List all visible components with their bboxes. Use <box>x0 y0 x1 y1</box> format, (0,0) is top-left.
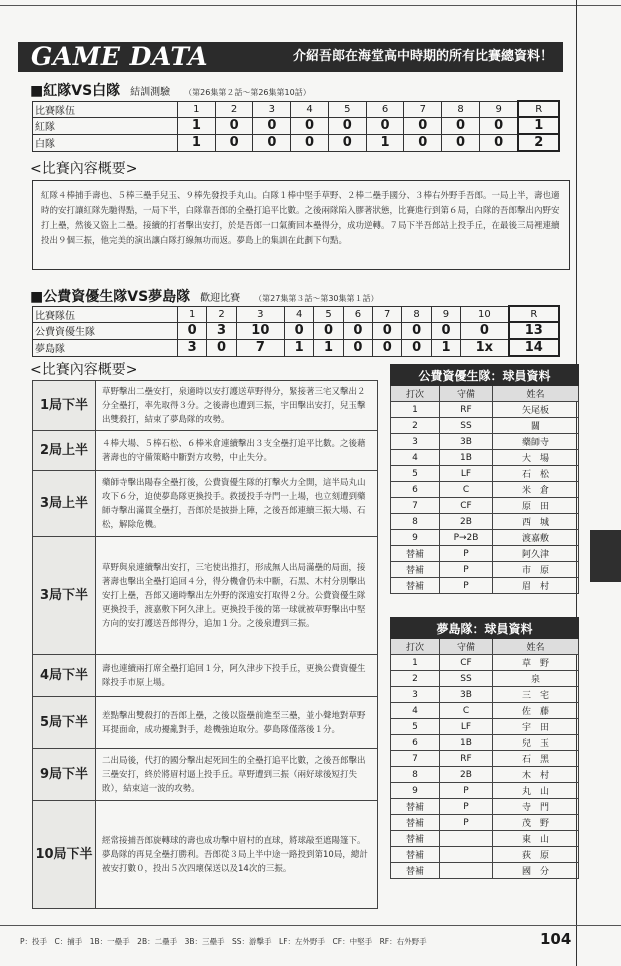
inning-score: 0 <box>178 322 207 339</box>
match2-heading <box>30 286 379 306</box>
inning-score: 0 <box>442 117 480 134</box>
batting-order: 3 <box>391 687 440 703</box>
position: RF <box>440 402 493 418</box>
inning-description: 二出局後，代打的國分擊出起死回生的全壘打追平比數，之後吾郎擊出三壘安打，終於將眉村逼上投手丘。草野遭到三振（兩好球後短打失敗），結束這一波的攻勢。 <box>96 749 378 801</box>
position: P <box>440 546 493 562</box>
roster-header-cell: 姓名 <box>493 386 579 402</box>
player-name: 矢尾板 <box>493 402 579 418</box>
inning-score: 0 <box>404 134 442 151</box>
inning-score: 0 <box>479 117 518 134</box>
player-name: 米 倉 <box>493 482 579 498</box>
inning-score: 1 <box>314 339 343 356</box>
scoreboard-header-cell: 3 <box>253 101 291 117</box>
inning-row <box>33 655 378 697</box>
batting-order: 8 <box>391 767 440 783</box>
match2-summary-title: <比賽內容概要> <box>30 362 138 378</box>
scoreboard-header-cell: 4 <box>284 306 313 322</box>
scoreboard-header-cell: 9 <box>431 306 460 322</box>
batting-order: 1 <box>391 655 440 671</box>
inning-score: 1 <box>284 339 313 356</box>
position: P <box>440 783 493 799</box>
inning-score: 0 <box>373 339 402 356</box>
roster-header-row <box>391 639 579 655</box>
position: 3B <box>440 434 493 450</box>
inning-score: 3 <box>207 322 236 339</box>
position: P→2B <box>440 530 493 546</box>
position: 2B <box>440 767 493 783</box>
scoreboard-header-cell: 3 <box>236 306 284 322</box>
match2-title: 公費資優生隊VS夢島隊 <box>43 289 191 305</box>
roster-row <box>391 751 579 767</box>
position: P <box>440 562 493 578</box>
player-name: 草 野 <box>493 655 579 671</box>
position: 2B <box>440 514 493 530</box>
player-name: 佐 藤 <box>493 703 579 719</box>
inning-description: ４棒大場、５棒石松、６棒米倉連續擊出３支全壘打追平比數。之後藉著壽也的守備策略中斷對方攻勢，中止失分。 <box>96 431 378 471</box>
player-name: 原 田 <box>493 498 579 514</box>
player-name: 泉 <box>493 671 579 687</box>
scoreboard-header-cell: 1 <box>178 306 207 322</box>
player-name: 兒 玉 <box>493 735 579 751</box>
inning-label: 1局下半 <box>33 381 96 431</box>
position: C <box>440 482 493 498</box>
inning-score: 0 <box>343 339 372 356</box>
scoreboard-header-cell: 比賽隊伍 <box>33 306 178 322</box>
batting-order: 替補 <box>391 578 440 594</box>
scoreboard-header-cell: 7 <box>373 306 402 322</box>
batting-order: 5 <box>391 719 440 735</box>
total-runs: 2 <box>518 134 559 151</box>
inning-description: 藥師寺擊出陽春全壘打後，公費資優生隊的打擊火力全開，這半局丸山攻下６分，迫使夢島隊更換投手。救援投手寺門一上場，也立刻遭到藥師寺擊出滿貫全壘打，吾郎於是披掛上陣，之後吾郎連續三振大場、石松，解除危機。 <box>96 471 378 537</box>
inning-score: 1 <box>178 117 216 134</box>
scoreboard-row <box>33 339 560 356</box>
inning-score: 0 <box>402 322 431 339</box>
team-name: 白隊 <box>33 134 178 151</box>
banner <box>18 42 563 72</box>
roster-row <box>391 735 579 751</box>
team-name: 紅隊 <box>33 117 178 134</box>
batting-order: 2 <box>391 418 440 434</box>
batting-order: 9 <box>391 530 440 546</box>
player-name: 阿久津 <box>493 546 579 562</box>
scoreboard-header-cell: 8 <box>402 306 431 322</box>
inning-score: 0 <box>373 322 402 339</box>
roster-row <box>391 546 579 562</box>
match2-type: 歡迎比賽 <box>200 293 241 304</box>
scoreboard-header-row <box>33 101 560 117</box>
inning-score: 0 <box>291 134 329 151</box>
batting-order: 4 <box>391 450 440 466</box>
inning-score: 0 <box>328 134 366 151</box>
roster-row <box>391 482 579 498</box>
batting-order: 替補 <box>391 562 440 578</box>
position: C <box>440 703 493 719</box>
roster-row <box>391 434 579 450</box>
inning-score: 0 <box>291 117 329 134</box>
inning-score: 0 <box>402 339 431 356</box>
match1-type: 結訓測驗 <box>130 87 171 98</box>
roster-row <box>391 783 579 799</box>
player-name: 丸 山 <box>493 783 579 799</box>
roster-scholarship-team <box>390 364 579 594</box>
batting-order: 替補 <box>391 831 440 847</box>
scoreboard-header-cell: 2 <box>215 101 253 117</box>
player-name: 藥師寺 <box>493 434 579 450</box>
batting-order: 7 <box>391 498 440 514</box>
roster-title-row <box>391 365 579 386</box>
inning-score: 0 <box>207 339 236 356</box>
inning-score: 1 <box>431 339 460 356</box>
batting-order: 2 <box>391 671 440 687</box>
match1-scoreboard <box>32 100 560 152</box>
roster-header-cell: 打次 <box>391 639 440 655</box>
inning-score: 0 <box>431 322 460 339</box>
batting-order: 替補 <box>391 799 440 815</box>
roster-row <box>391 767 579 783</box>
inning-description: 差點擊出雙殺打的吾郎上壘，之後以盜壘前進至三壘，並小聲地對草野耳提面命，成功擾亂對手，趁機強迫取分。夢島隊僅落後１分。 <box>96 697 378 749</box>
roster-row <box>391 719 579 735</box>
total-runs: 1 <box>518 117 559 134</box>
team-name: 公費資優生隊 <box>33 322 178 339</box>
scoreboard-header-row <box>33 306 560 322</box>
inning-row <box>33 537 378 655</box>
player-name: 渡嘉敷 <box>493 530 579 546</box>
player-name: 宇 田 <box>493 719 579 735</box>
roster-title: 公費資優生隊：球員資料 <box>391 365 579 386</box>
position: CF <box>440 655 493 671</box>
inning-label: 2局上半 <box>33 431 96 471</box>
batting-order: 4 <box>391 703 440 719</box>
batting-order: 替補 <box>391 847 440 863</box>
inning-description: 經常接捕吾郎旋轉球的壽也成功擊中眉村的直球，將球敲至遮陽篷下。夢島隊的再見全壘打勝利。吾郎從３局上半中途一路投到第10局，總計被安打數０，投出５次四壞保送以及14次的三振。 <box>96 801 378 909</box>
inning-row <box>33 431 378 471</box>
inning-score: 1 <box>366 134 404 151</box>
inning-row <box>33 749 378 801</box>
player-name: 茂 野 <box>493 815 579 831</box>
roster-row <box>391 655 579 671</box>
player-name: 國 分 <box>493 863 579 879</box>
batting-order: 6 <box>391 482 440 498</box>
position <box>440 831 493 847</box>
player-name: 荻 原 <box>493 847 579 863</box>
scoreboard-header-cell: 比賽隊伍 <box>33 101 178 117</box>
inning-description: 壽也連續兩打席全壘打追回１分，阿久津步下投手丘，更換公費資優生隊投手市原上場。 <box>96 655 378 697</box>
inning-score: 1x <box>461 339 509 356</box>
inning-score: 0 <box>343 322 372 339</box>
batting-order: 3 <box>391 434 440 450</box>
position: LF <box>440 466 493 482</box>
inning-score: 0 <box>461 322 509 339</box>
roster-row <box>391 402 579 418</box>
roster-row <box>391 498 579 514</box>
square-bullet-icon: ■ <box>30 83 44 99</box>
team-name: 夢島隊 <box>33 339 178 356</box>
chapter-tab <box>590 530 621 582</box>
batting-order: 替補 <box>391 863 440 879</box>
player-name: 石 松 <box>493 466 579 482</box>
bottom-rule <box>0 925 621 926</box>
inning-score: 1 <box>178 134 216 151</box>
player-name: 寺 門 <box>493 799 579 815</box>
position: 1B <box>440 450 493 466</box>
roster-row <box>391 847 579 863</box>
square-bullet-icon: ■ <box>30 289 44 305</box>
position: P <box>440 578 493 594</box>
position: 1B <box>440 735 493 751</box>
inning-row <box>33 697 378 749</box>
batting-order: 5 <box>391 466 440 482</box>
player-name: 三 宅 <box>493 687 579 703</box>
position <box>440 863 493 879</box>
inning-score: 0 <box>479 134 518 151</box>
roster-row <box>391 578 579 594</box>
total-runs: 13 <box>509 322 559 339</box>
batting-order: 9 <box>391 783 440 799</box>
batting-order: 替補 <box>391 546 440 562</box>
player-name: 東 山 <box>493 831 579 847</box>
batting-order: 7 <box>391 751 440 767</box>
scoreboard-header-cell: 2 <box>207 306 236 322</box>
roster-header-row <box>391 386 579 402</box>
inning-score: 0 <box>215 134 253 151</box>
scoreboard-row <box>33 117 560 134</box>
position: LF <box>440 719 493 735</box>
player-name: 石 黑 <box>493 751 579 767</box>
scoreboard-header-cell: 9 <box>479 101 518 117</box>
inning-score: 0 <box>284 322 313 339</box>
scoreboard-header-cell: 7 <box>404 101 442 117</box>
roster-header-cell: 守備 <box>440 639 493 655</box>
player-name: 西 城 <box>493 514 579 530</box>
roster-row <box>391 863 579 879</box>
inning-row <box>33 471 378 537</box>
scoreboard-header-cell: 1 <box>178 101 216 117</box>
top-rule <box>0 5 621 6</box>
inning-label: 3局上半 <box>33 471 96 537</box>
position <box>440 847 493 863</box>
player-name: 關 <box>493 418 579 434</box>
scoreboard-header-cell: R <box>518 101 559 117</box>
scoreboard-header-cell: 6 <box>343 306 372 322</box>
inning-label: 3局下半 <box>33 537 96 655</box>
player-name: 眉 村 <box>493 578 579 594</box>
inning-score: 3 <box>178 339 207 356</box>
roster-row <box>391 703 579 719</box>
scoreboard-header-cell: 5 <box>328 101 366 117</box>
scoreboard-header-cell: 6 <box>366 101 404 117</box>
inning-score: 7 <box>236 339 284 356</box>
batting-order: 1 <box>391 402 440 418</box>
scoreboard-header-cell: 5 <box>314 306 343 322</box>
roster-row <box>391 831 579 847</box>
inning-score: 0 <box>404 117 442 134</box>
batting-order: 6 <box>391 735 440 751</box>
inning-description: 草野與泉連續擊出安打，三宅使出推打，形成無人出局滿壘的局面，接著壽也擊出全壘打追回４分，得分機會仍未中斷，石黑、木村分別擊出安打上壘，吾郎又適時擊出左外野的深遠安打取得２分。公費資優生隊更換投手，渡嘉敷下阿久津上。更換投手後的第一球就被草野擊出中堅方向的安打護送吾郎得分，追加１分。之後泉遭到三振。 <box>96 537 378 655</box>
scoreboard-header-cell: 8 <box>442 101 480 117</box>
player-name: 木 村 <box>493 767 579 783</box>
match1-title: 紅隊VS白隊 <box>43 83 121 99</box>
scoreboard-header-cell: 10 <box>461 306 509 322</box>
inning-score: 10 <box>236 322 284 339</box>
inning-score: 0 <box>442 134 480 151</box>
inning-score: 0 <box>215 117 253 134</box>
position: 3B <box>440 687 493 703</box>
scoreboard-row <box>33 322 560 339</box>
position: RF <box>440 751 493 767</box>
inning-label: 9局下半 <box>33 749 96 801</box>
inning-label: 5局下半 <box>33 697 96 749</box>
match1-summary: 紅隊４棒捕手壽也、５棒三壘手兒玉、９棒先發投手丸山。白隊１棒中堅手草野、２棒二壘手國分、３棒右外野手吾郎。一局上半，壽也適時的安打讓紅隊先馳得點，一局下半，白隊靠吾郎的全壘打追平比數。之後兩隊陷入膠著狀態，比賽進行到第６局，白隊的吾郎擊出內野安打上壘，然後又盜上二壘。接續的打者擊出安打，於是吾郎一口氣衝回本壘得分，成功逆轉。７局下半吾郎站上投手丘，在最後三局裡連續投出９個三振，他完美的演出讓白隊打線無功而返。夢島上的集訓在此劃下句點。 <box>32 180 570 270</box>
inning-score: 0 <box>253 134 291 151</box>
player-name: 大 場 <box>493 450 579 466</box>
inning-label: 10局下半 <box>33 801 96 909</box>
match1-heading <box>30 80 311 100</box>
banner-title: GAME DATA <box>31 42 209 71</box>
scoreboard-header-cell: R <box>509 306 559 322</box>
roster-header-cell: 守備 <box>440 386 493 402</box>
roster-dream-island-team <box>390 617 579 879</box>
roster-header-cell: 打次 <box>391 386 440 402</box>
innings-table <box>32 380 378 909</box>
position-legend: P：投手 C：捕手 1B：一壘手 2B：二壘手 3B：三壘手 SS：游擊手 LF：左外野手 CF：中堅手 RF：右外野手 <box>20 937 427 946</box>
roster-row <box>391 815 579 831</box>
inning-score: 0 <box>253 117 291 134</box>
inning-score: 0 <box>366 117 404 134</box>
inning-score: 0 <box>314 322 343 339</box>
scoreboard-header-cell: 4 <box>291 101 329 117</box>
page-number: 104 <box>540 930 572 948</box>
roster-row <box>391 799 579 815</box>
match2-scoreboard <box>32 305 560 357</box>
roster-row <box>391 466 579 482</box>
position: SS <box>440 418 493 434</box>
position: CF <box>440 498 493 514</box>
roster-header-cell: 姓名 <box>493 639 579 655</box>
inning-score: 0 <box>328 117 366 134</box>
roster-row <box>391 687 579 703</box>
batting-order: 替補 <box>391 815 440 831</box>
match1-episodes: （第26集第２話～第26集第10話） <box>184 88 311 97</box>
roster-row <box>391 418 579 434</box>
roster-row <box>391 671 579 687</box>
roster-title: 夢島隊：球員資料 <box>391 618 579 639</box>
roster-row <box>391 450 579 466</box>
position: P <box>440 815 493 831</box>
player-name: 市 原 <box>493 562 579 578</box>
match2-episodes: （第27集第３話～第30集第１話） <box>254 294 379 303</box>
position: P <box>440 799 493 815</box>
inning-label: 4局下半 <box>33 655 96 697</box>
roster-title-row <box>391 618 579 639</box>
roster-row <box>391 514 579 530</box>
scoreboard-row <box>33 134 560 151</box>
position: SS <box>440 671 493 687</box>
batting-order: 8 <box>391 514 440 530</box>
banner-subtitle: 介紹吾郎在海堂高中時期的所有比賽總資料！ <box>292 49 553 64</box>
roster-row <box>391 530 579 546</box>
roster-row <box>391 562 579 578</box>
match1-summary-title: <比賽內容概要> <box>30 161 138 177</box>
inning-description: 草野擊出二壘安打，泉適時以安打護送草野得分，緊接著三宅又擊出２分全壘打，率先取得３分。之後壽也遭到三振，宇田擊出安打，兒玉擊出雙殺打，結束了夢島隊的攻勢。 <box>96 381 378 431</box>
inning-row <box>33 381 378 431</box>
inning-row <box>33 801 378 909</box>
total-runs: 14 <box>509 339 559 356</box>
